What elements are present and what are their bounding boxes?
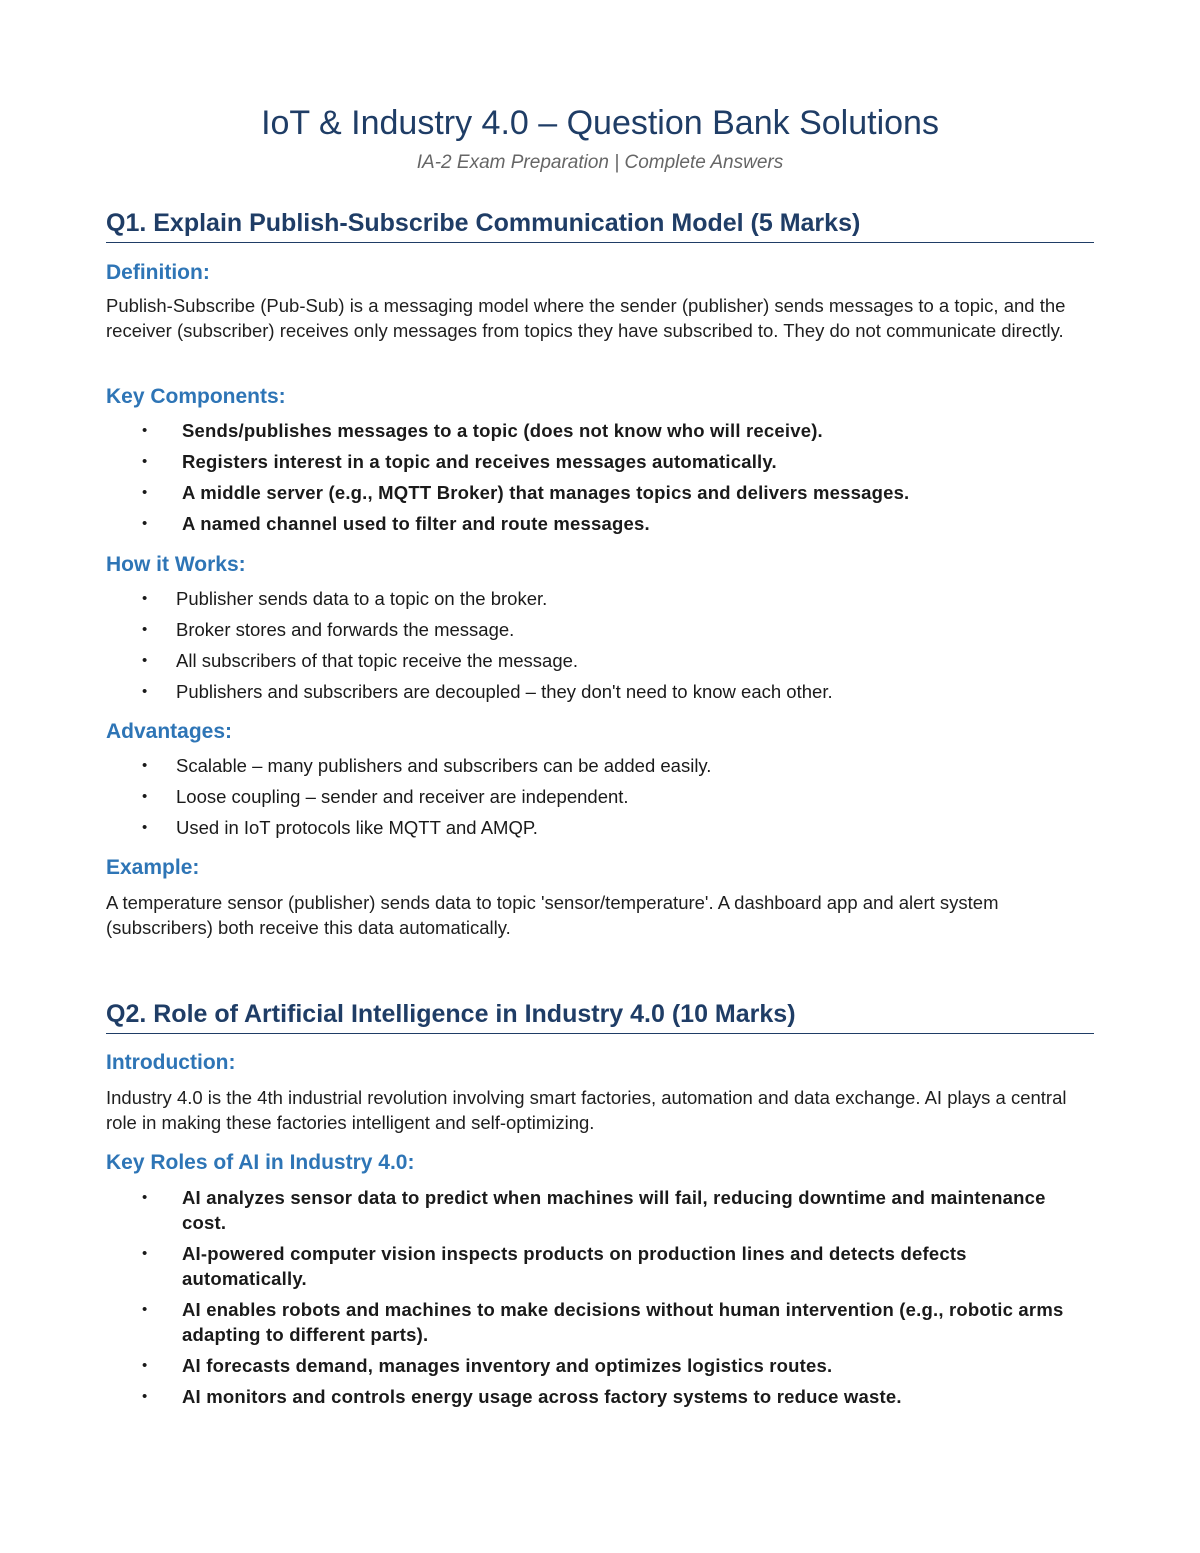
q1-example-label: Example:	[106, 856, 200, 879]
list-item: • Sends/publishes messages to a topic (does not know who will receive).	[142, 420, 823, 441]
q1-definition-label: Definition:	[106, 261, 210, 284]
list-item: • AI enables robots and machines to make decisions without human intervention (e.g., robotic arms adapting to different parts).	[142, 1299, 1064, 1345]
q2-roles-label: Key Roles of AI in Industry 4.0:	[106, 1151, 415, 1174]
q2-intro-label: Introduction:	[106, 1051, 236, 1074]
list-item: • Publisher sends data to a topic on the broker.	[142, 588, 548, 609]
list-item: • Loose coupling – sender and receiver are independent.	[142, 786, 629, 807]
list-item: • Registers interest in a topic and receives messages automatically.	[142, 451, 777, 472]
list-item: • AI forecasts demand, manages inventory and optimizes logistics routes.	[142, 1355, 833, 1376]
q2-heading: Q2. Role of Artificial Intelligence in Industry 4.0 (10 Marks)	[106, 999, 1094, 1034]
q1-how-label: How it Works:	[106, 553, 246, 576]
q1-section	[106, 208, 1094, 948]
q1-advantages-label: Advantages:	[106, 720, 233, 743]
q2-intro-text: Industry 4.0 is the 4th industrial revolution involving smart factories, automation and data exchange. AI plays a central role in making these factories intelligent and self-optimizing.	[106, 1087, 1067, 1133]
q2-roles-list	[106, 1185, 1094, 1409]
q1-components-list	[106, 418, 1094, 536]
list-item: • A named channel used to filter and route messages.	[142, 513, 650, 534]
list-item: • All subscribers of that topic receive the message.	[142, 650, 579, 671]
q1-heading: Q1. Explain Publish-Subscribe Communication Model (5 Marks)	[106, 208, 1094, 243]
q1-advantages-list	[106, 753, 1094, 840]
list-item: • Scalable – many publishers and subscribers can be added easily.	[142, 755, 712, 776]
q1-definition-text: Publish-Subscribe (Pub-Sub) is a messaging model where the sender (publisher) sends messages to a topic, and the receiver (subscriber) receives only messages from topics they have subscribed to. They do not communicate directly.	[106, 295, 1066, 341]
document-subtitle: IA-2 Exam Preparation | Complete Answers	[416, 152, 784, 173]
list-item: • AI monitors and controls energy usage across factory systems to reduce waste.	[142, 1386, 902, 1407]
list-item: • A middle server (e.g., MQTT Broker) that manages topics and delivers messages.	[142, 482, 910, 503]
q1-how-list	[106, 586, 1094, 704]
q1-example-text: A temperature sensor (publisher) sends data to topic 'sensor/temperature'. A dashboard app and alert system (subscribers) both receive this data automatically.	[106, 892, 999, 938]
list-item: • AI analyzes sensor data to predict when machines will fail, reducing downtime and maintenance cost.	[142, 1187, 1046, 1233]
q2-section	[106, 999, 1094, 1419]
list-item: • Broker stores and forwards the message.	[142, 619, 515, 640]
document-title: IoT & Industry 4.0 – Question Bank Solutions	[261, 104, 939, 142]
q1-components-label: Key Components:	[106, 385, 286, 408]
list-item: • AI-powered computer vision inspects products on production lines and detects defects automatically.	[142, 1243, 967, 1289]
list-item: • Used in IoT protocols like MQTT and AMQP.	[142, 817, 538, 838]
list-item: • Publishers and subscribers are decoupled – they don't need to know each other.	[142, 681, 833, 702]
